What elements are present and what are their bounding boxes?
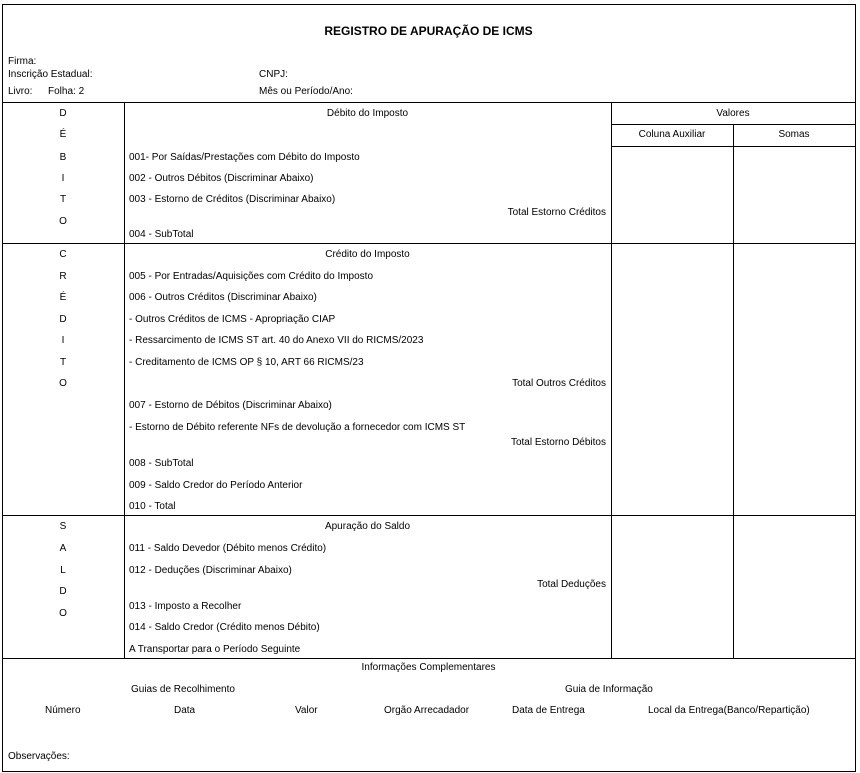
saldo-letter: D [59, 586, 67, 597]
credito-letter: O [59, 378, 67, 389]
saldo-letter: A [59, 543, 67, 554]
credito-letter: D [59, 314, 67, 325]
debito-item-001: 001- Por Saídas/Prestações com Débito do Imposto [129, 152, 360, 163]
credito-letter: C [59, 249, 67, 260]
credito-item-010: 010 - Total [129, 501, 176, 512]
saldo-heading: Apuração do Saldo [324, 521, 411, 532]
cnpj-label: CNPJ: [259, 69, 288, 80]
credito-letter: T [59, 357, 67, 368]
col-numero: Número [45, 705, 81, 716]
col-orgao: Orgão Arrecadador [384, 705, 470, 716]
divider-info [2, 658, 855, 659]
debito-letter: I [61, 173, 65, 184]
credito-item-005: 005 - Por Entradas/Aquisições com Crédito do Imposto [129, 271, 374, 282]
saldo-item-013: 013 - Imposto a Recolher [129, 601, 242, 612]
debito-letter: É [59, 129, 67, 140]
credito-heading: Crédito do Imposto [325, 249, 410, 260]
vline-somas [733, 124, 734, 658]
total-outros-creditos: Total Outros Créditos [512, 378, 606, 389]
saldo-item-014: 014 - Saldo Credor (Crédito menos Débito) [129, 622, 320, 633]
saldo-letter: S [59, 521, 67, 532]
somas-header: Somas [778, 129, 810, 140]
coluna-auxiliar-header: Coluna Auxiliar [638, 129, 706, 140]
total-deducoes: Total Deduções [537, 579, 606, 590]
guias-recolhimento-label: Guias de Recolhimento [131, 684, 235, 695]
credito-item-008: 008 - SubTotal [129, 458, 194, 469]
debito-letter: B [59, 152, 67, 163]
saldo-transportar: A Transportar para o Período Seguinte [129, 644, 301, 655]
col-data: Data [174, 705, 196, 716]
credito-item-006: 006 - Outros Créditos (Discriminar Abaixo) [129, 292, 317, 303]
credito-item-007: 007 - Estorno de Débitos (Discriminar Abaixo) [129, 400, 332, 411]
folha-label: Folha: 2 [48, 86, 85, 97]
debito-letter: D [59, 108, 67, 119]
guia-informacao-label: Guia de Informação [565, 684, 653, 695]
livro-label: Livro: [8, 86, 33, 97]
debito-letter: O [59, 216, 67, 227]
saldo-letter: L [60, 565, 66, 576]
divider-credito [2, 243, 855, 244]
debito-item-002: 002 - Outros Débitos (Discriminar Abaixo) [129, 173, 314, 184]
credito-ciap: - Outros Créditos de ICMS - Apropriação CIAP [129, 314, 336, 325]
debito-item-003: 003 - Estorno de Créditos (Discriminar Abaixo) [129, 194, 336, 205]
saldo-letter: O [59, 608, 67, 619]
credito-letter: R [59, 271, 67, 282]
credito-ressarcimento: - Ressarcimento de ICMS ST art. 40 do Anexo VII do RICMS/2023 [129, 335, 424, 346]
saldo-item-011: 011 - Saldo Devedor (Débito menos Crédito) [129, 543, 327, 554]
vline-valores [611, 102, 612, 658]
credito-creditamento: - Creditamento de ICMS OP § 10, ART 66 RICMS/23 [129, 357, 364, 368]
col-data-entrega: Data de Entrega [512, 705, 585, 716]
periodo-label: Mês ou Período/Ano: [259, 86, 353, 97]
total-estorno-creditos: Total Estorno Créditos [507, 207, 606, 218]
debito-letter: T [59, 194, 67, 205]
debito-heading: Débito do Imposto [326, 108, 409, 119]
firma-label: Firma: [8, 56, 37, 67]
info-heading: Informações Complementares [361, 662, 496, 673]
observacoes-label: Observações: [8, 751, 70, 762]
credito-letter: É [59, 292, 67, 303]
inscricao-label: Inscrição Estadual: [8, 69, 93, 80]
credito-estorno-nf: - Estorno de Débito referente NFs de devolução a fornecedor com ICMS ST [129, 422, 466, 433]
valores-header: Valores [716, 108, 750, 119]
col-local-entrega: Local da Entrega(Banco/Repartição) [648, 705, 810, 716]
divider-saldo [2, 515, 855, 516]
credito-item-009: 009 - Saldo Credor do Período Anterior [129, 480, 303, 491]
col-valor: Valor [295, 705, 318, 716]
saldo-item-012: 012 - Deduções (Discriminar Abaixo) [129, 565, 292, 576]
total-estorno-debitos: Total Estorno Débitos [510, 437, 606, 448]
debito-item-004: 004 - SubTotal [129, 229, 194, 240]
page-title: REGISTRO DE APURAÇÃO DE ICMS [324, 24, 533, 38]
divider-header [2, 102, 855, 103]
credito-letter: I [61, 335, 65, 346]
